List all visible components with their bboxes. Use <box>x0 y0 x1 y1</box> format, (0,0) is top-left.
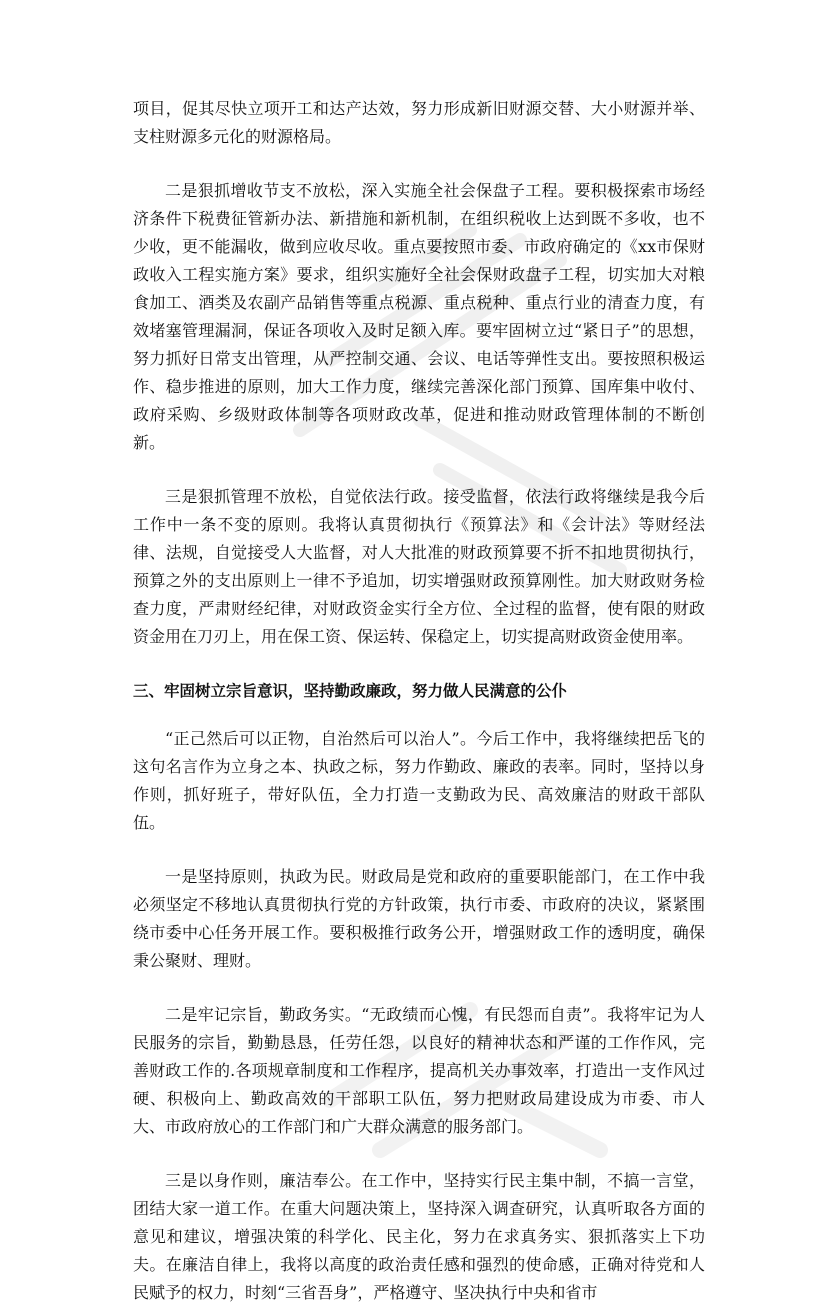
paragraph-integrity: 三是以身作则，廉洁奉公。在工作中，坚持实行民主集中制，不搞一言堂，团结大家一道工作。在重大问题决策上，坚持深入调查研究，认真听取各方面的意见和建议，增强决策的科学化、民主化，努力在求真务实、狠抓落实上下功夫。在廉洁自律上，我将以高度的政治责任感和强烈的使命感，正确对待党和人民赋予的权力，时刻“三省吾身”，严格遵守、坚决执行中央和省市 <box>133 1171 705 1302</box>
document-page <box>133 95 705 1307</box>
paragraph-management: 三是狠抓管理不放松，自觉依法行政。接受监督，依法行政将继续是我今后工作中一条不变的原则。我将认真贯彻执行《预算法》和《会计法》等财经法律、法规，自觉接受人大监督，对人大批准的财政预算要不折不扣地贯彻执行，预算之外的支出原则上一律不予追加，切实增强财政预算刚性。加大财政财务检查力度，严肃财经纪律，对财政资金实行全方位、全过程的监督，使有限的财政资金用在刀刃上，用在保工资、保运转、保稳定上，切实提高财政资金使用率。 <box>133 487 705 646</box>
paragraph-purpose: 二是牢记宗旨，勤政务实。“无政绩而心愧，有民怨而自责”。我将牢记为人民服务的宗旨，勤勤恳恳，任劳任怨，以良好的精神状态和严谨的工作作风，完善财政工作的.各项规章制度和工作程序，提高机关办事效率，打造出一支作风过硬、积极向上、勤政高效的干部职工队伍，努力把财政局建设成为市委、市人大、市政府放心的工作部门和广大群众满意的服务部门。 <box>133 1005 705 1136</box>
paragraph-principles: 一是坚持原则，执政为民。财政局是党和政府的重要职能部门，在工作中我必须坚定不移地认真贯彻执行党的方针政策，执行市委、市政府的决议，紧紧围绕市委中心任务开展工作。要积极推行政务公开，增强财政工作的透明度，确保秉公聚财、理财。 <box>133 867 705 970</box>
section-heading: 三、牢固树立宗旨意识，坚持勤政廉政，努力做人民满意的公仆 <box>133 682 568 700</box>
paragraph-continuation: 项目，促其尽快立项开工和达产达效，努力形成新旧财源交替、大小财源并举、支柱财源多元化的财源格局。 <box>133 99 705 146</box>
paragraph-increase-revenue: 二是狠抓增收节支不放松，深入实施全社会保盘子工程。要积极探索市场经济条件下税费征管新办法、新措施和新机制，在组织税收上达到既不多收，也不少收，更不能漏收，做到应收尽收。重点要按照市委、市政府确定的《xx市保财政收入工程实施方案》要求，组织实施好全社会保财政盘子工程，切实加大对粮食加工、酒类及农副产品销售等重点税源、重点税种、重点行业的清查力度，有效堵塞管理漏洞，保证各项收入及时足额入库。要牢固树立过“紧日子”的思想，努力抓好日常支出管理，从严控制交通、会议、电话等弹性支出。要按照积极运作、稳步推进的原则，加大工作力度，继续完善深化部门预算、国库集中收付、政府采购、乡级财政体制等各项财政改革，促进和推动财政管理体制的不断创新。 <box>133 181 705 452</box>
paragraph-quote: “正己然后可以正物，自治然后可以治人”。今后工作中，我将继续把岳飞的这句名言作为立身之本、执政之标，努力作勤政、廉政的表率。同时，坚持以身作则，抓好班子，带好队伍，全力打造一支勤政为民、高效廉洁的财政干部队伍。 <box>133 729 705 832</box>
